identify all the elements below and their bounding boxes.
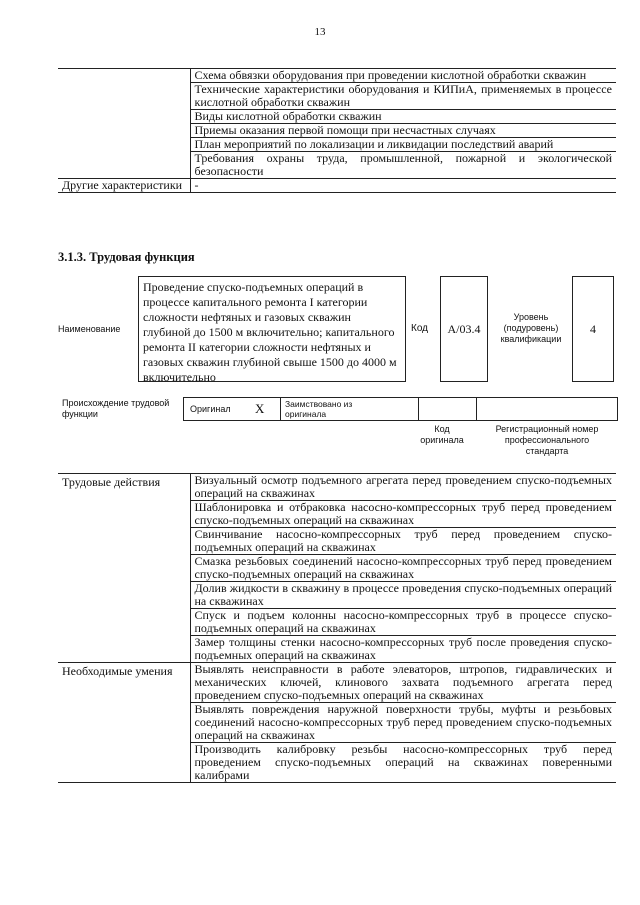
row-label: [58, 83, 190, 110]
row-text: -: [190, 179, 616, 193]
row-text: Приемы оказания первой помощи при несчастных случаях: [190, 124, 616, 138]
list-item: Производить калибровку резьбы насосно-компрессорных труб перед проведением спуско-подъемных операций на скважинах поверенными калибрами: [190, 743, 616, 783]
name-label: Наименование: [58, 324, 121, 334]
row-label: Другие характеристики: [58, 179, 190, 193]
table-row: [58, 138, 616, 152]
code-label: Код: [411, 323, 429, 334]
reg-number-cell: [476, 398, 617, 420]
function-name-box: [138, 276, 406, 382]
table-row: [58, 69, 616, 83]
list-item: Выявлять повреждения наружной поверхности трубы, муфты и резьбовых соединений насосно-компрессорных труб перед проведением спуско-подъемных операций на скважинах: [190, 703, 616, 743]
level-value: 4: [590, 322, 596, 336]
row-label: [58, 69, 190, 83]
level-label: Уровень (подуровень) квалификации: [500, 312, 562, 344]
original-code-cell: [418, 398, 477, 420]
table-row: [58, 110, 616, 124]
group-label: Необходимые умения: [58, 663, 190, 783]
origin-label: Происхождение трудовой функции: [62, 398, 170, 419]
reg-caption: Регистрационный номер профессионального стандарта: [495, 424, 599, 456]
code-caption: Код оригинала: [420, 424, 464, 445]
table-row: [58, 124, 616, 138]
section-heading: 3.1.3. Трудовая функция: [58, 250, 195, 264]
list-item: Замер толщины стенки насосно-компрессорных труб после проведения спуско-подъемных операций на скважинах: [190, 636, 616, 663]
code-box: [440, 276, 488, 382]
list-item: Смазка резьбовых соединений насосно-компрессорных труб перед проведением спуско-подъемных операций на скважинах: [190, 555, 616, 582]
page-number: 13: [314, 26, 326, 38]
row-text: Виды кислотной обработки скважин: [190, 110, 616, 124]
borrowed-label: Заимствовано из оригинала: [285, 399, 353, 419]
list-item: Визуальный осмотр подъемного агрегата перед проведением спуско-подъемных операций на скважинах: [190, 474, 616, 501]
row-label: [58, 110, 190, 124]
row-text: Технические характеристики оборудования и КИПиА, применяемых в процессе кислотной обработки скважин: [190, 83, 616, 110]
list-item: Свинчивание насосно-компрессорных труб перед проведением спуско-подъемных операций на скважинах: [190, 528, 616, 555]
table-row: [58, 83, 616, 110]
borrowed-cell: [280, 398, 419, 420]
row-text: Требования охраны труда, промышленной, пожарной и экологической безопасности: [190, 152, 616, 179]
table-row: [58, 152, 616, 179]
level-box: [572, 276, 614, 382]
table-row: [58, 474, 616, 501]
original-mark: X: [255, 401, 265, 416]
table-row: [58, 179, 616, 193]
original-label: Оригинал: [190, 404, 231, 414]
row-label: [58, 124, 190, 138]
group-label: Трудовые действия: [58, 474, 190, 663]
table-row: [58, 663, 616, 703]
row-text: План мероприятий по локализации и ликвидации последствий аварий: [190, 138, 616, 152]
row-text: Схема обвязки оборудования при проведении кислотной обработки скважин: [190, 69, 616, 83]
list-item: Долив жидкости в скважину в процессе проведения спуско-подъемных операций на скважинах: [190, 582, 616, 609]
row-label: [58, 152, 190, 179]
knowledge-table: [58, 68, 616, 193]
function-name-text: Проведение спуско-подъемных операций в процессе капитального ремонта I категории сложности нефтяных и газовых скважин глубиной до 1500 м включительно; капитального ремонта II категории сложности нефтяных и газовых скважин глубиной свыше 1500 до 4000 м включительно: [143, 280, 397, 384]
original-cell: [184, 398, 281, 420]
list-item: Шаблонировка и отбраковка насосно-компрессорных труб перед проведением спуско-подъемных операций на скважинах: [190, 501, 616, 528]
row-label: [58, 138, 190, 152]
list-item: Спуск и подъем колонны насосно-компрессорных труб в процессе спуско-подъемных операций на скважинах: [190, 609, 616, 636]
code-value: A/03.4: [447, 322, 481, 336]
origin-row: [183, 397, 618, 421]
list-item: Выявлять неисправности в работе элеваторов, штропов, гидравлических и механических ключей, клинового захвата подъемного агрегата перед проведением спуско-подъемных операций на скважинах: [190, 663, 616, 703]
actions-table: [58, 473, 616, 783]
